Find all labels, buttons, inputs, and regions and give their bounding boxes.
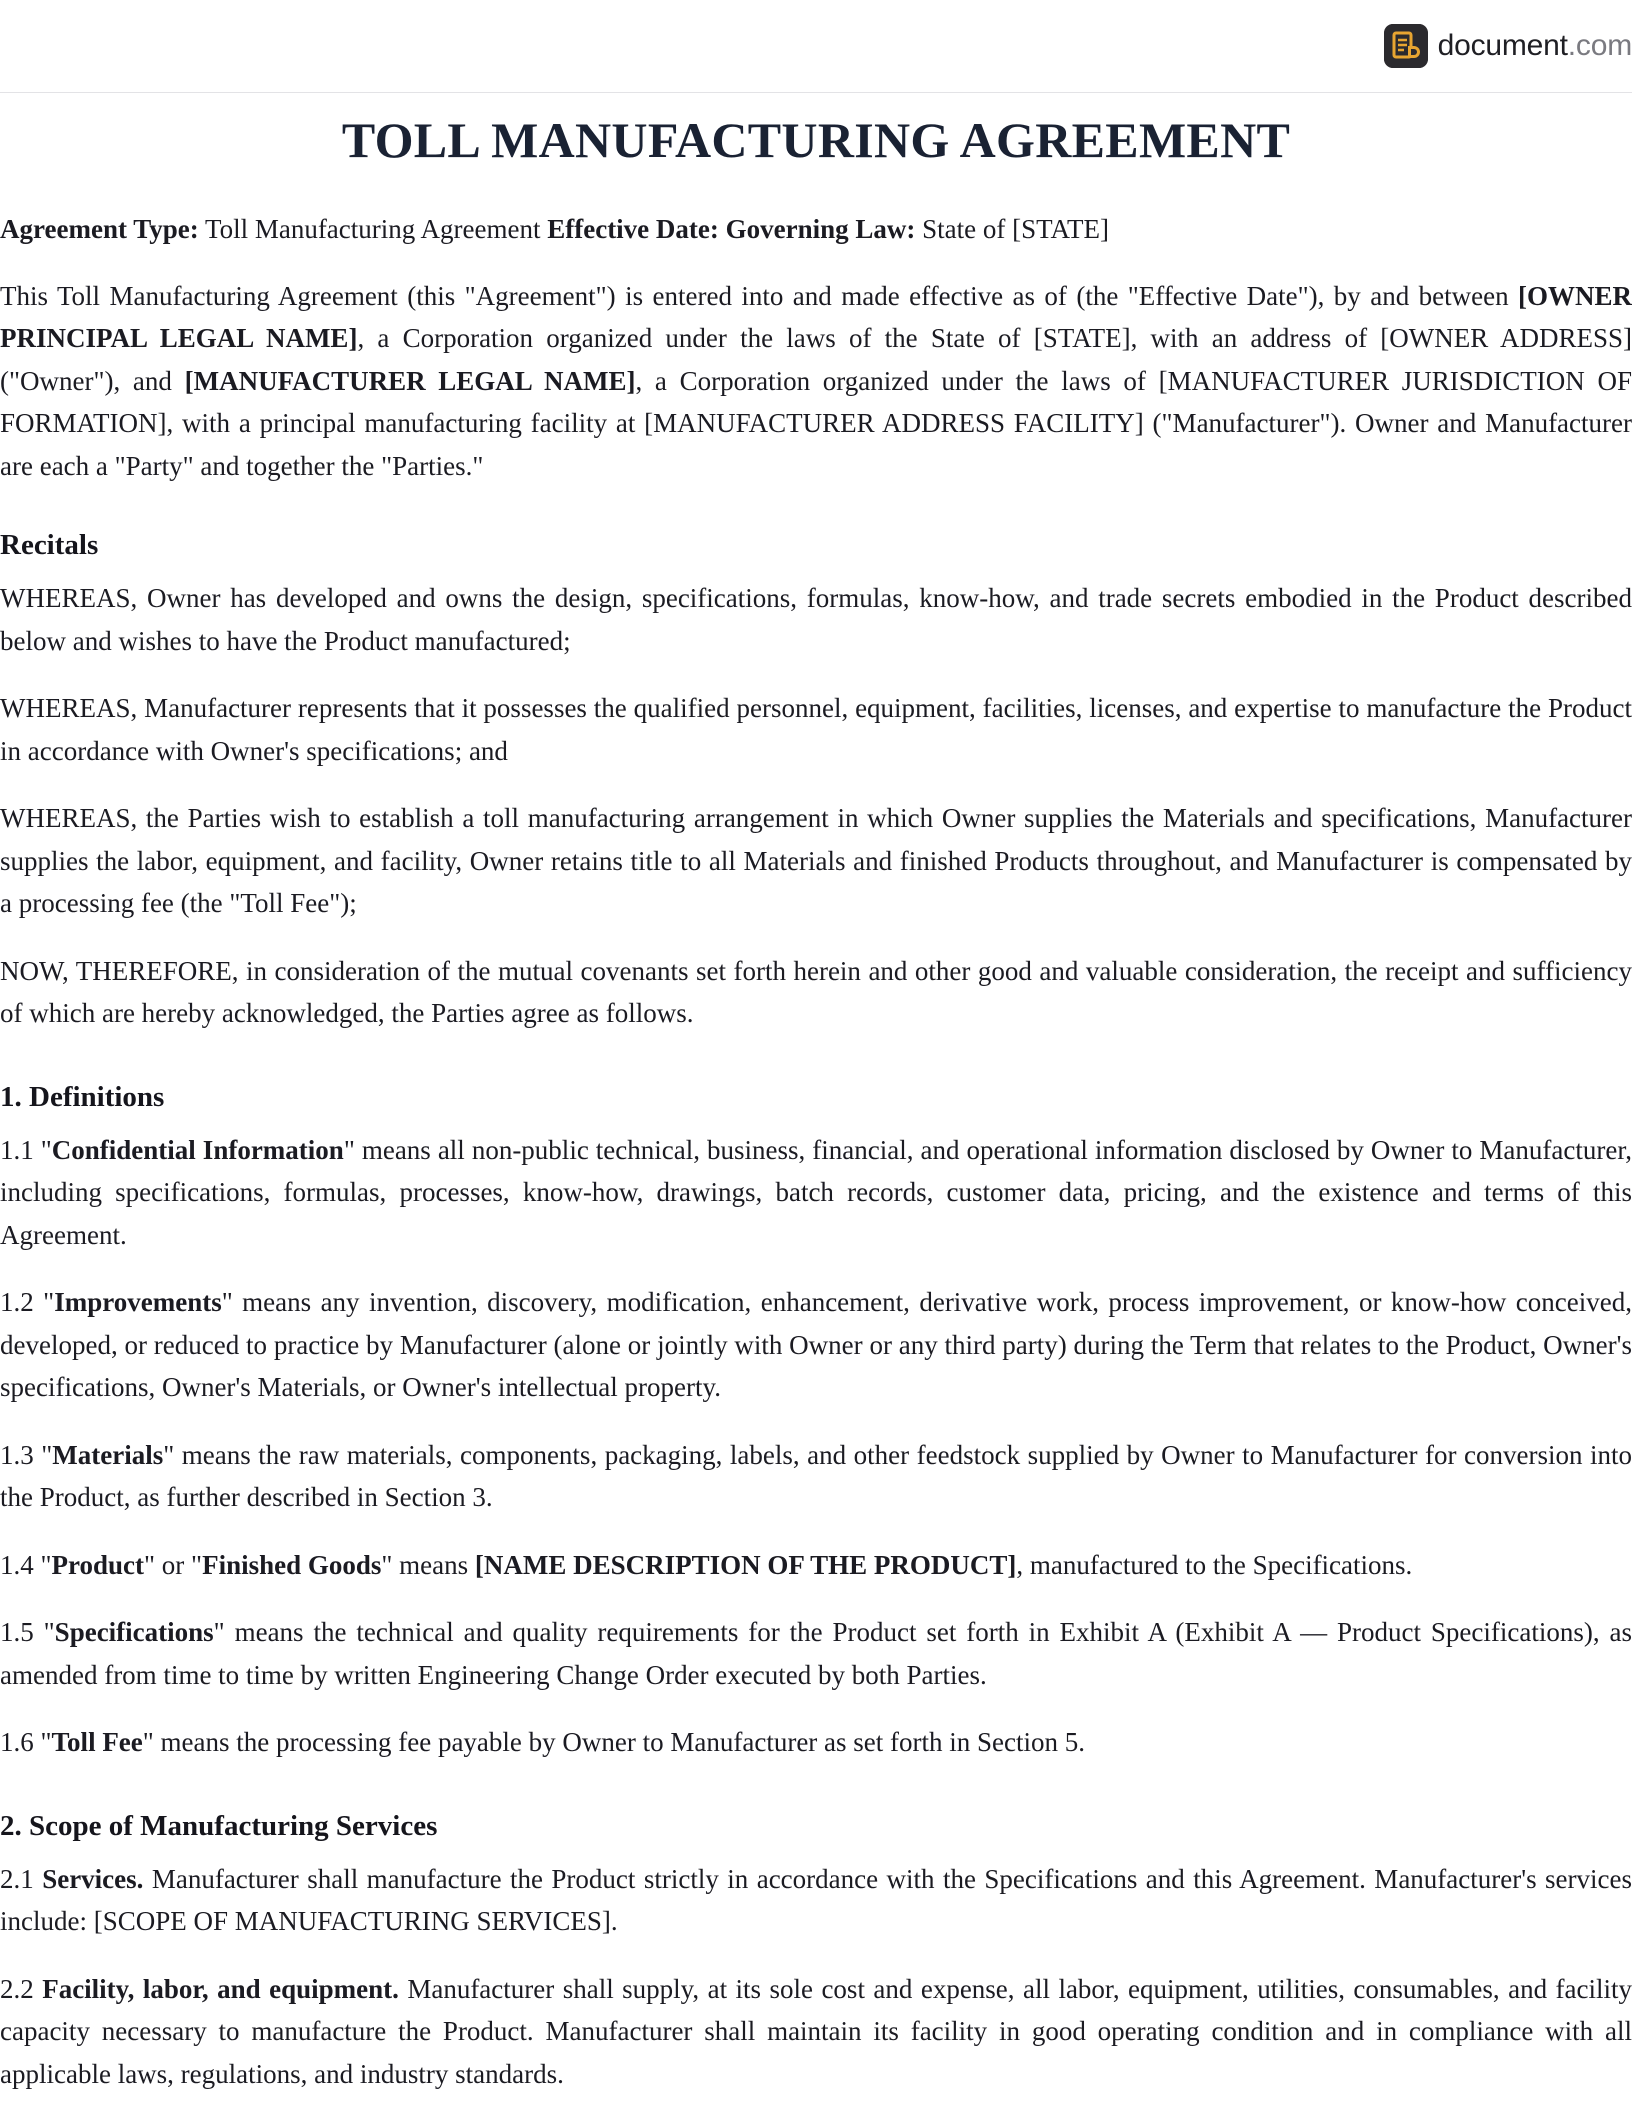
document-body [0, 113, 1632, 2095]
product-name-placeholder: [NAME DESCRIPTION OF THE PRODUCT] [474, 1549, 1017, 1580]
definition-item [0, 1281, 1632, 1409]
brand-logo[interactable] [1384, 24, 1632, 68]
definition-number: 1.5 " [0, 1617, 55, 1647]
definition-text: " means the processing fee payable by Owner to Manufacturer as set forth in Section 5. [142, 1727, 1085, 1757]
definition-number: 1.3 " [0, 1439, 53, 1470]
effective-date-label: Effective Date: [547, 214, 719, 244]
recital-paragraph: WHEREAS, Owner has developed and owns the design, specifications, formulas, know-how, and trade secrets embodied in the Product described below and wishes to have the Product manufactured; [0, 583, 1632, 656]
recital-paragraph: NOW, THEREFORE, in consideration of the mutual covenants set forth herein and other good and valuable consideration, the receipt and sufficiency of which are hereby acknowledged, the Parties agree as follows. [0, 955, 1632, 1028]
definition-item [0, 1611, 1632, 1696]
recital-paragraph: WHEREAS, the Parties wish to establish a toll manufacturing arrangement in which Owner supplies the Materials and specifications, Manufacturer supplies the labor, equipment, and facility, Owner retains title to all Materials and finished Products throughout, and Manufacturer is compensated by a processing fee (the "Toll Fee"); [0, 803, 1632, 918]
definition-term: Product [51, 1549, 145, 1580]
clause-number: 2.2 [0, 1973, 43, 2004]
definition-item [0, 1544, 1632, 1587]
definition-number: 1.2 " [0, 1287, 55, 1317]
scope-heading: 2. Scope of Manufacturing Services [0, 1809, 438, 1842]
clause-title: Facility, labor, and equipment. [42, 1973, 399, 2004]
governing-law-label: Governing Law: [718, 214, 916, 244]
definition-text: " or " [144, 1549, 203, 1580]
intro-text: , a Corporation organized under the laws of the State of [STATE], with an address of [OWNER ADDRESS] ("Owner"), and [0, 323, 1632, 396]
manufacturer-name: [MANUFACTURER LEGAL NAME] [184, 365, 636, 396]
definition-term: Improvements [54, 1287, 222, 1317]
definition-item [0, 1721, 1632, 1764]
brand-name: document.com [1437, 29, 1632, 62]
clause-number: 2.1 [0, 1863, 43, 1894]
clause-title: Services. [42, 1863, 144, 1894]
recital-paragraph: WHEREAS, Manufacturer represents that it possesses the qualified personnel, equipment, facilities, licenses, and expertise to manufacture the Product in accordance with Owner's specifications; and [0, 693, 1632, 766]
definitions-heading: 1. Definitions [0, 1080, 165, 1113]
definition-text: " means any invention, discovery, modification, enhancement, derivative work, process improvement, or know-how conceived, developed, or reduced to practice by Manufacturer (alone or jointly with Owner or any third party) during the Term that relates to the Product, Owner's specifications, Owner's Materials, or Owner's intellectual property. [0, 1287, 1632, 1402]
recitals-heading: Recitals [0, 529, 99, 561]
definition-text: " means the technical and quality requirements for the Product set forth in Exhibit A (Exhibit A — Product Specifications), as amended from time to time by written Engineering Change Order executed by both Parties. [0, 1617, 1632, 1690]
document-logo-icon [1384, 24, 1428, 68]
definition-item [0, 1129, 1632, 1257]
header-bar [0, 0, 1632, 93]
scope-item [0, 1968, 1632, 2096]
governing-law-value: State of [STATE] [915, 214, 1109, 244]
definition-item [0, 1434, 1632, 1519]
intro-text: This Toll Manufacturing Agreement (this "Agreement") is entered into and made effective as of (the "Effective Date"), by and between [0, 280, 1518, 311]
definition-number: 1.6 " [0, 1727, 52, 1757]
agreement-meta [0, 208, 1632, 251]
definition-text: " means [381, 1549, 475, 1580]
definition-text: , manufactured to the Specifications. [1016, 1549, 1413, 1580]
definition-number: 1.1 " [0, 1134, 52, 1165]
agreement-type-label: Agreement Type: [0, 214, 199, 244]
owner-name: [OWNER PRINCIPAL LEGAL NAME] [0, 280, 1632, 353]
clause-text: Manufacturer shall supply, at its sole cost and expense, all labor, equipment, utilities, consumables, and facility capacity necessary to manufacture the Product. Manufacturer shall maintain its facility in good operating condition and in compliance with all applicable laws, regulations, and industry standards. [0, 1973, 1632, 2089]
definition-number: 1.4 " [0, 1549, 52, 1580]
clause-text: Manufacturer shall manufacture the Product strictly in accordance with the Specifications and this Agreement. Manufacturer's services include: [SCOPE OF MANUFACTURING SERVICES]. [0, 1863, 1632, 1936]
intro-paragraph [0, 275, 1632, 488]
intro-text: , a Corporation organized under the laws of [MANUFACTURER JURISDICTION OF FORMATION], with a principal manufacturing facility at [MANUFACTURER ADDRESS FACILITY] ("Manufacturer"). Owner and Manufacturer are each a "Party" and together the "Parties." [0, 365, 1632, 481]
definition-term: Materials [52, 1439, 164, 1470]
brand-tld: .com [1567, 29, 1632, 62]
definition-term: Confidential Information [51, 1134, 344, 1165]
scope-item [0, 1858, 1632, 1943]
definition-text: " means the raw materials, components, packaging, labels, and other feedstock supplied by Owner to Manufacturer for conversion into the Product, as further described in Section 3. [0, 1439, 1632, 1512]
definition-term: Finished Goods [202, 1549, 382, 1580]
agreement-type-value: Toll Manufacturing Agreement [198, 214, 548, 244]
definition-term: Specifications [54, 1617, 214, 1647]
definition-term: Toll Fee [51, 1727, 143, 1757]
page-title: TOLL MANUFACTURING AGREEMENT [341, 112, 1291, 168]
definition-text: " means all non-public technical, business, financial, and operational information disclosed by Owner to Manufacturer, including specifications, formulas, processes, know-how, drawings, batch records, customer data, pricing, and the existence and terms of this Agreement. [0, 1134, 1632, 1250]
